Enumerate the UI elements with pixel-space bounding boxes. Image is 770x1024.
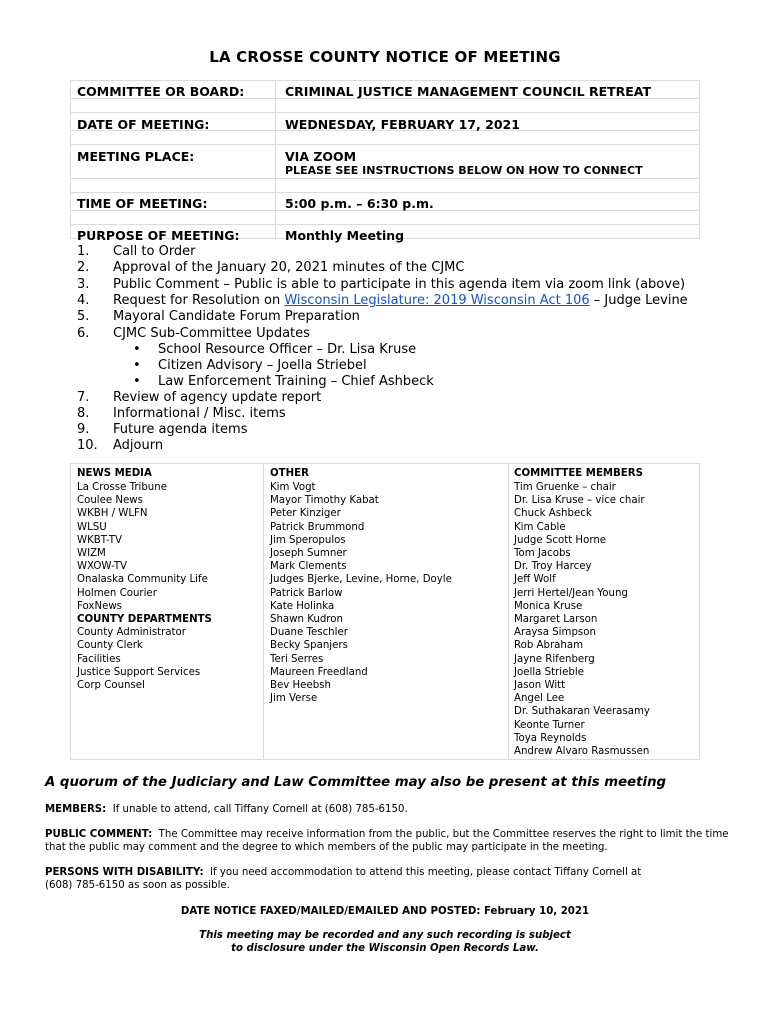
- committee-member-item: Tom Jacobs: [514, 548, 571, 559]
- disability-label: PERSONS WITH DISABILITY:: [45, 867, 204, 878]
- agenda-item-text: Request for Resolution on: [113, 293, 285, 308]
- news-media-item: Onalaska Community Life: [77, 574, 208, 586]
- agenda-subitem: Citizen Advisory – Joella Striebel: [158, 358, 367, 373]
- agenda-item: Call to Order: [113, 244, 196, 259]
- agenda-num: 7.: [77, 390, 90, 405]
- other-recipient-item: Shawn Kudron: [270, 614, 343, 625]
- other-recipient-item: Jim Verse: [270, 693, 318, 705]
- other-recipient-item: Jim Speropulos: [270, 534, 346, 546]
- other-recipient-item: Bev Heebsh: [270, 680, 331, 691]
- committee-member-item: Angel Lee: [514, 693, 565, 705]
- agenda-subitem: Law Enforcement Training – Chief Ashbeck: [158, 374, 434, 389]
- other-recipient-item: Kim Vogt: [270, 482, 316, 493]
- place-value: VIA ZOOM: [285, 149, 357, 164]
- purpose-value: Monthly Meeting: [285, 228, 405, 243]
- time-value: 5:00 p.m. – 6:30 p.m.: [285, 196, 434, 211]
- agenda-num: 1.: [77, 244, 90, 259]
- other-recipient-item: Patrick Barlow: [270, 587, 343, 599]
- news-media-item: WIZM: [77, 548, 106, 559]
- place-note: PLEASE SEE INSTRUCTIONS BELOW ON HOW TO CONNECT: [285, 164, 643, 177]
- committee-member-item: Chuck Ashbeck: [514, 508, 592, 520]
- purpose-label: PURPOSE OF MEETING:: [77, 228, 240, 243]
- place-label: MEETING PLACE:: [77, 149, 195, 164]
- committee-member-item: Rob Abraham: [514, 640, 584, 652]
- other-recipient-item: Becky Spanjers: [270, 640, 348, 652]
- committee-label: COMMITTEE OR BOARD:: [77, 84, 245, 99]
- other-recipient-item: Mark Clements: [270, 561, 347, 573]
- agenda-num: 8.: [77, 406, 90, 421]
- quorum-notice: A quorum of the Judiciary and Law Committee may also be present at this meeting: [45, 775, 667, 790]
- public-comment-note: [45, 828, 729, 842]
- news-media-item: La Crosse Tribune: [77, 482, 167, 493]
- committee-members-heading: COMMITTEE MEMBERS: [514, 468, 643, 479]
- other-heading: OTHER: [270, 468, 309, 479]
- members-text: If unable to attend, call Tiffany Cornell at (608) 785-6150.: [112, 804, 408, 815]
- committee-member-item: Judge Scott Horne: [514, 534, 607, 546]
- public-comment-line1: The Committee may receive information from the public, but the Committee reserves the right to limit the time: [158, 829, 729, 840]
- members-note: [45, 803, 408, 817]
- news-media-item: WKBT-TV: [77, 534, 122, 546]
- public-comment-label: PUBLIC COMMENT:: [45, 829, 153, 840]
- recording-notice-line2: to disclosure under the Wisconsin Open Records Law.: [231, 943, 539, 954]
- agenda-num: 3.: [77, 277, 90, 292]
- time-label: TIME OF MEETING:: [77, 196, 208, 211]
- bullet-icon: •: [133, 342, 141, 357]
- news-media-item: Holmen Courier: [77, 587, 157, 599]
- committee-member-item: Monica Kruse: [514, 600, 583, 612]
- date-label: DATE OF MEETING:: [77, 117, 210, 132]
- disability-note: [45, 866, 641, 880]
- news-media-item: Coulee News: [77, 495, 143, 507]
- committee-member-item: Toya Reynolds: [514, 732, 587, 744]
- other-recipient-item: Patrick Brummond: [270, 521, 365, 533]
- agenda-num: 10.: [77, 438, 98, 453]
- agenda-item: Adjourn: [113, 438, 164, 453]
- county-departments-heading: COUNTY DEPARTMENTS: [77, 614, 212, 625]
- agenda-num: 9.: [77, 422, 90, 437]
- county-department-item: Facilities: [77, 653, 121, 665]
- other-recipient-item: Duane Teschler: [270, 627, 348, 639]
- agenda-item: CJMC Sub-Committee Updates: [113, 326, 310, 341]
- news-media-heading: NEWS MEDIA: [77, 468, 152, 479]
- committee-member-item: Joella Strieble: [514, 666, 584, 678]
- committee-member-item: Jeff Wolf: [514, 574, 556, 586]
- committee-member-item: Jerri Hertel/Jean Young: [514, 587, 628, 599]
- news-media-item: WKBH / WLFN: [77, 508, 148, 520]
- agenda-num: 2.: [77, 260, 90, 275]
- committee-member-item: Tim Gruenke – chair: [514, 482, 616, 493]
- members-label: MEMBERS:: [45, 804, 107, 815]
- committee-member-item: Jason Witt: [514, 680, 566, 691]
- county-department-item: Justice Support Services: [77, 666, 201, 678]
- bullet-icon: •: [133, 374, 141, 389]
- committee-member-item: Dr. Suthakaran Veerasamy: [514, 706, 650, 718]
- disability-line2: (608) 785-6150 as soon as possible.: [45, 880, 230, 891]
- committee-value: CRIMINAL JUSTICE MANAGEMENT COUNCIL RETREAT: [285, 84, 652, 99]
- recording-notice-line1: This meeting may be recorded and any such recording is subject: [199, 930, 571, 941]
- other-recipient-item: Joseph Sumner: [270, 548, 347, 559]
- agenda-num: 4.: [77, 293, 90, 308]
- disability-line1: If you need accommodation to attend this meeting, please contact Tiffany Cornell at: [210, 867, 642, 878]
- news-media-item: FoxNews: [77, 600, 122, 612]
- other-recipient-item: Mayor Timothy Kabat: [270, 495, 379, 507]
- county-department-item: County Clerk: [77, 640, 143, 652]
- committee-member-item: Kim Cable: [514, 521, 566, 533]
- other-recipient-item: Kate Holinka: [270, 600, 335, 612]
- public-comment-line2: that the public may comment and the degree to which members of the public may participate in the meeting.: [45, 842, 608, 853]
- agenda-item: [113, 293, 688, 308]
- news-media-item: WXOW-TV: [77, 561, 128, 573]
- other-recipient-item: Teri Serres: [270, 653, 324, 665]
- act-106-link[interactable]: Wisconsin Legislature: 2019 Wisconsin Act 106: [284, 293, 590, 308]
- date-value: WEDNESDAY, FEBRUARY 17, 2021: [285, 117, 520, 132]
- county-department-item: Corp Counsel: [77, 680, 145, 691]
- committee-member-item: Dr. Troy Harcey: [514, 561, 592, 573]
- other-recipient-item: Peter Kinziger: [270, 508, 341, 520]
- committee-member-item: Andrew Alvaro Rasmussen: [514, 746, 650, 757]
- news-media-item: WLSU: [77, 521, 107, 533]
- bullet-icon: •: [133, 358, 141, 373]
- agenda-item: Review of agency update report: [113, 390, 322, 405]
- committee-member-item: Araysa Simpson: [514, 627, 596, 639]
- committee-member-item: Keonte Turner: [514, 719, 585, 731]
- committee-member-item: Jayne Rifenberg: [514, 653, 595, 665]
- county-department-item: County Administrator: [77, 627, 186, 639]
- agenda-subitem: School Resource Officer – Dr. Lisa Kruse: [158, 342, 417, 357]
- other-recipient-item: Maureen Freedland: [270, 666, 368, 678]
- agenda-item: Future agenda items: [113, 422, 248, 437]
- other-recipient-item: Judges Bjerke, Levine, Horne, Doyle: [270, 574, 452, 586]
- committee-member-item: Dr. Lisa Kruse – vice chair: [514, 495, 645, 507]
- committee-member-item: Margaret Larson: [514, 614, 598, 625]
- notice-posted-date: DATE NOTICE FAXED/MAILED/EMAILED AND POSTED: February 10, 2021: [180, 906, 590, 917]
- agenda-item: Public Comment – Public is able to participate in this agenda item via zoom link (above): [113, 277, 686, 292]
- agenda-item: Approval of the January 20, 2021 minutes of the CJMC: [113, 260, 465, 275]
- agenda-item-text: – Judge Levine: [589, 293, 688, 308]
- agenda-item: Informational / Misc. items: [113, 406, 286, 421]
- agenda-num: 6.: [77, 326, 90, 341]
- agenda-num: 5.: [77, 309, 90, 324]
- page-title: LA CROSSE COUNTY NOTICE OF MEETING: [209, 48, 561, 66]
- agenda-item: Mayoral Candidate Forum Preparation: [113, 309, 360, 324]
